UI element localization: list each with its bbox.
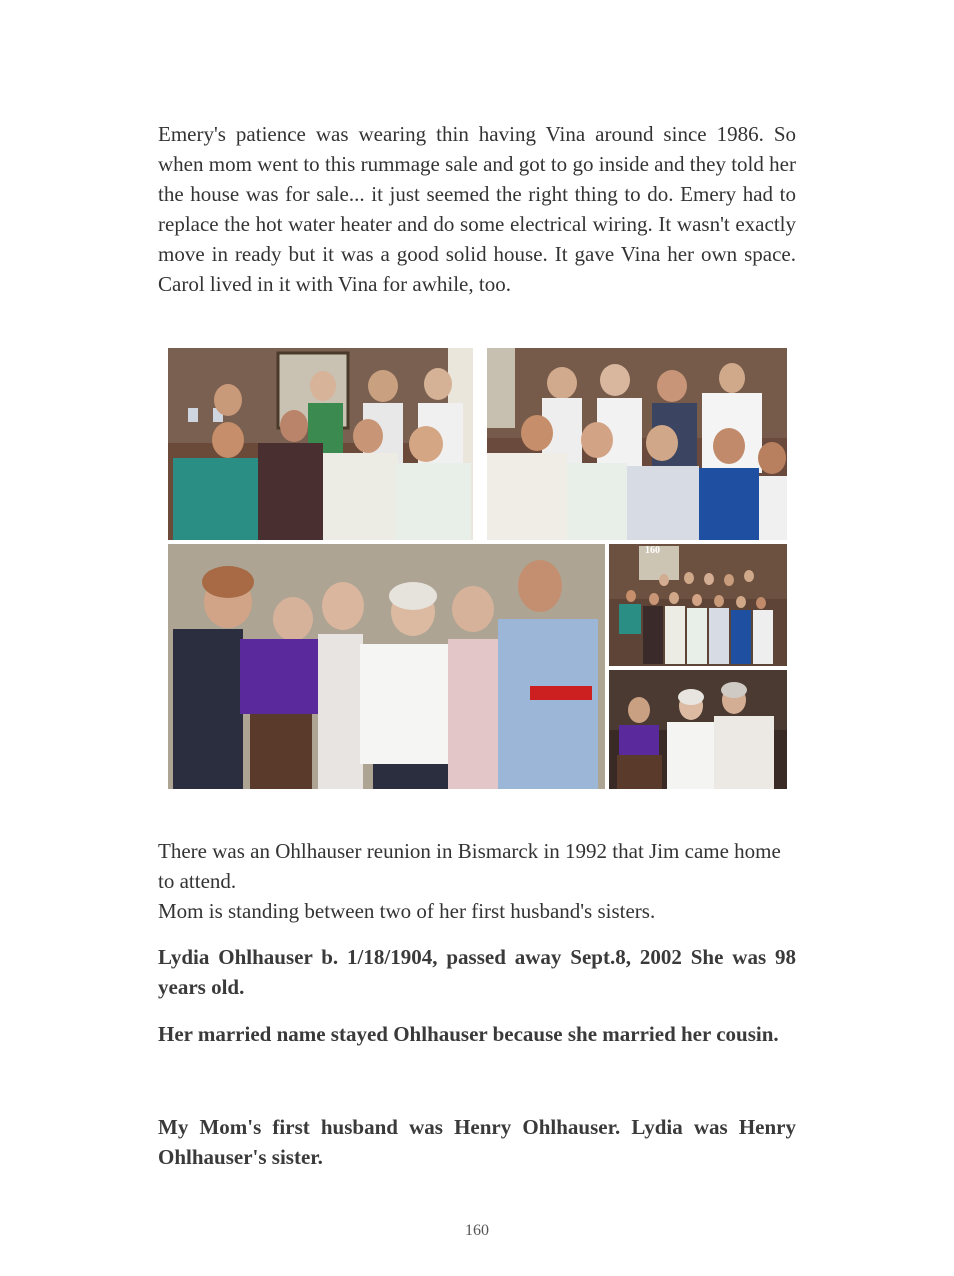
photo-group-2 [487, 348, 787, 540]
photo-group-1 [168, 348, 473, 540]
photo-overlay-number: 160 [645, 545, 660, 556]
paragraph-married-name: Her married name stayed Ohlhauser because she married her cousin. [158, 1022, 779, 1046]
page-number: 160 [465, 1222, 489, 1239]
reunion-line-1: There was an Ohlhauser reunion in Bismarck in 1992 that Jim came home to attend. [158, 839, 781, 893]
photo-seated-women [609, 670, 787, 789]
photo-sisters [168, 544, 605, 789]
paragraph-house-story: Emery's patience was wearing thin having Vina around since 1986. So when mom went to this rummage sale and got to go inside and they told her the house was for sale... it just seemed the right thing to do. Emery had to replace the hot water heater and do some electrical wiring. It wasn't exactly move in ready but it was a good solid house. It gave Vina her own space. Carol lived in it with Vina for awhile, too. [158, 122, 796, 296]
paragraph-first-husband: My Mom's first husband was Henry Ohlhauser. Lydia was Henry Ohlhauser's sister. [158, 1115, 796, 1169]
paragraph-lydia-dates: Lydia Ohlhauser b. 1/18/1904, passed away Sept.8, 2002 She was 98 years old. [158, 945, 796, 999]
reunion-line-2: Mom is standing between two of her first husband's sisters. [158, 899, 656, 923]
paragraph-reunion [158, 836, 796, 926]
photo-reunion-group [609, 544, 787, 666]
